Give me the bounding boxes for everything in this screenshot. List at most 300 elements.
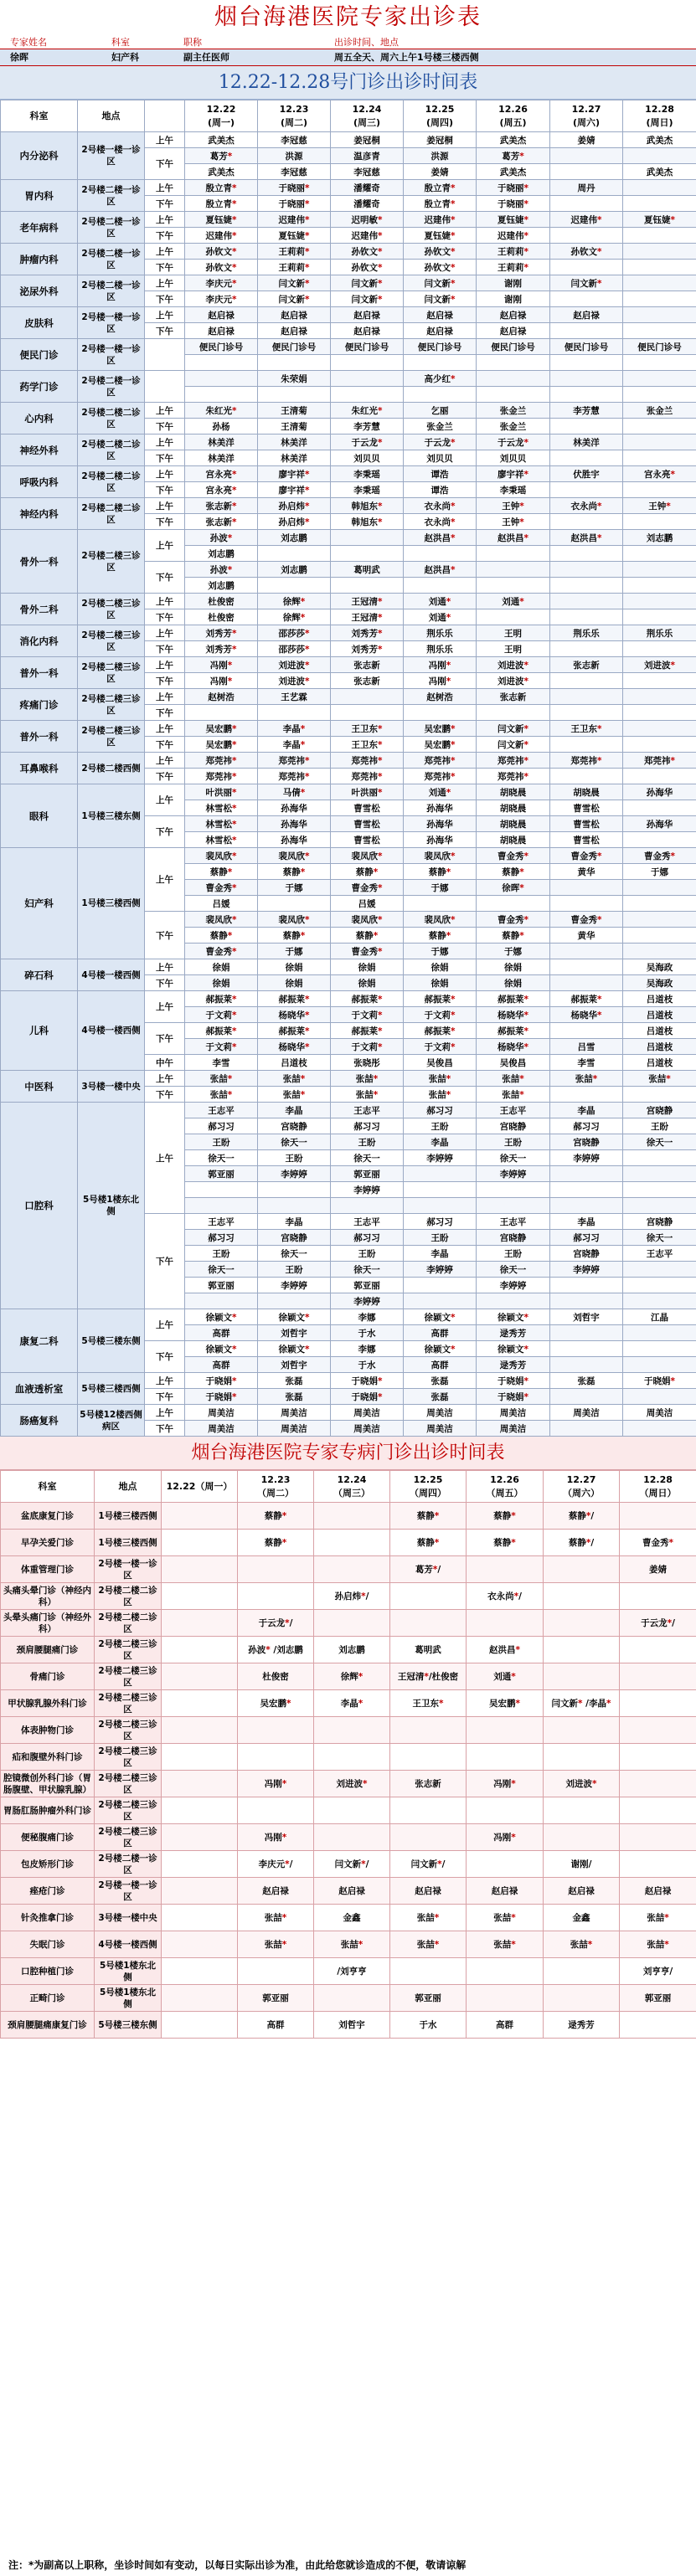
schedule-cell: 武美杰 — [185, 164, 258, 180]
doctor-name: 郝振莱* — [278, 994, 310, 1005]
schedule-cell — [623, 498, 696, 514]
schedule-cell — [258, 705, 331, 721]
schedule-cell — [390, 1931, 467, 1958]
schedule-cell: 宫晓静 — [550, 1134, 623, 1150]
doctor-name: 夏钰婕* — [424, 230, 456, 241]
doctor-name: 裴凤欣* — [278, 851, 310, 861]
schedule-cell: 徐天一 — [623, 1134, 696, 1150]
header-date: 12.28 — [643, 1473, 673, 1485]
schedule-cell — [185, 991, 258, 1007]
schedule-cell — [258, 673, 331, 689]
time-segment: 上午 — [145, 753, 185, 769]
schedule-cell: 于水 — [331, 1357, 404, 1373]
doctor-name: 裴凤欣* — [424, 914, 456, 925]
time-segment: 上午 — [145, 466, 185, 482]
schedule-cell — [331, 753, 404, 769]
location: 4号楼一楼西侧 — [78, 991, 145, 1071]
schedule-cell — [258, 244, 331, 260]
schedule-cell: 李婷婷 — [331, 1293, 404, 1309]
schedule-cell — [258, 546, 331, 562]
doctor-name: 王冠清* — [351, 596, 383, 607]
schedule-cell: 张金兰 — [623, 403, 696, 419]
schedule-cell: 吕媛 — [331, 896, 404, 912]
schedule-cell — [185, 514, 258, 530]
header-weekday: （周六） — [563, 1487, 600, 1499]
schedule-cell: 荆乐乐 — [404, 625, 477, 641]
schedule-cell — [238, 1958, 314, 1985]
schedule-cell: 吕道枝 — [623, 1055, 696, 1071]
time-segment: 上午 — [145, 1309, 185, 1341]
location: 2号楼一楼一诊区 — [95, 1878, 162, 1905]
doctor-name: 闫文新* — [278, 278, 310, 289]
schedule-cell: 徐天一 — [258, 1134, 331, 1150]
schedule-cell — [185, 1309, 258, 1325]
doctor-name: 于晓娟* — [205, 1375, 237, 1386]
time-segment: 下午 — [145, 769, 185, 784]
schedule-cell: 姜婧 — [550, 132, 623, 148]
doctor-name: 王钟* — [648, 501, 671, 512]
schedule-cell — [623, 275, 696, 291]
time-segment: 下午 — [145, 482, 185, 498]
schedule-cell — [185, 371, 258, 387]
schedule-cell: 金鑫 — [544, 1905, 620, 1931]
doctor-name: 徐晖* — [502, 882, 524, 893]
location: 2号楼二楼二诊区 — [78, 434, 145, 466]
schedule-cell: 赵启禄 — [477, 307, 550, 323]
schedule-cell: 张志新 — [390, 1771, 467, 1797]
doctor-name: 冯刚* — [209, 676, 233, 686]
header-date: 12.25 — [413, 1473, 443, 1485]
schedule-cell: 于水 — [331, 1325, 404, 1341]
schedule-cell — [467, 1797, 544, 1824]
schedule-cell — [623, 737, 696, 753]
schedule-cell — [477, 228, 550, 244]
doctor-name: 刘进波* — [278, 660, 310, 671]
schedule-cell — [477, 371, 550, 387]
schedule-row — [1, 1071, 696, 1087]
schedule-cell: 便民门诊号 — [477, 339, 550, 355]
doctor-name: 杨晓华* — [278, 1041, 310, 1052]
location: 2号楼二楼三诊区 — [95, 1824, 162, 1851]
schedule-cell: 周美洁 — [404, 1421, 477, 1437]
doctor-name: 闫文新* — [424, 278, 456, 289]
schedule-cell — [477, 387, 550, 403]
doctor-name: 于晓娟* — [644, 1375, 675, 1386]
doctor-name: 郑莞祎* — [278, 771, 310, 782]
schedule-cell: 朱荣娟 — [258, 371, 331, 387]
schedule-cell — [623, 1182, 696, 1198]
schedule-cell: 李秉瑶 — [477, 482, 550, 498]
schedule-cell — [550, 1166, 623, 1182]
doctor-name: 刘秀芳* — [351, 628, 383, 639]
schedule-cell — [314, 1583, 390, 1610]
schedule-cell — [550, 244, 623, 260]
location: 2号楼二楼二诊区 — [95, 1583, 162, 1610]
schedule-cell — [620, 1530, 696, 1556]
schedule-cell — [477, 1071, 550, 1087]
schedule-cell — [258, 721, 331, 737]
doctor-name: 于晓丽* — [278, 183, 310, 193]
schedule-cell: 谭浩 — [404, 482, 477, 498]
schedule-cell: 潘耀奇 — [331, 196, 404, 212]
dept-name: 老年病科 — [1, 212, 78, 244]
doctor-name: 迟建伟* — [351, 230, 383, 241]
schedule-cell — [258, 641, 331, 657]
schedule-row — [1, 594, 696, 609]
schedule-cell: 宫晓静 — [623, 1214, 696, 1230]
header-day — [258, 100, 331, 132]
schedule-cell — [331, 1087, 404, 1103]
schedule-row — [1, 1373, 696, 1389]
schedule-cell — [623, 450, 696, 466]
section-1-title: 12.22-12.28号门诊出诊时间表 — [0, 66, 696, 100]
schedule-cell: 于娜 — [258, 944, 331, 959]
schedule-cell — [258, 896, 331, 912]
schedule-cell: 孙海华 — [404, 816, 477, 832]
schedule-cell — [185, 944, 258, 959]
header-date: 12.26 — [490, 1473, 519, 1485]
doctor-name: 张志新* — [205, 501, 237, 512]
header-date: 12.22 — [206, 103, 236, 115]
doctor-name: 张喆* — [209, 1089, 233, 1100]
schedule-cell: 张志新 — [550, 657, 623, 673]
doctor-name: 裴凤欣* — [278, 914, 310, 925]
schedule-cell — [258, 498, 331, 514]
schedule-cell — [623, 387, 696, 403]
schedule-cell — [550, 721, 623, 737]
schedule-row — [1, 991, 696, 1007]
doctor-name: 刘通* — [428, 612, 451, 623]
time-segment: 上午 — [145, 434, 185, 450]
schedule-cell: 王志平 — [331, 1214, 404, 1230]
schedule-cell: 刘志鹏 — [185, 546, 258, 562]
doctor-name: 冯刚* — [493, 1779, 516, 1789]
schedule-cell — [331, 1007, 404, 1023]
schedule-cell — [550, 387, 623, 403]
dept-name: 便秘腹痛门诊 — [1, 1824, 95, 1851]
schedule-cell — [162, 1958, 238, 1985]
dept-name: 内分泌科 — [1, 132, 78, 180]
dept-name: 甲状腺乳腺外科门诊 — [1, 1690, 95, 1717]
schedule-cell — [185, 562, 258, 578]
schedule-cell — [185, 737, 258, 753]
schedule-cell: 宫晓静 — [258, 1230, 331, 1246]
doctor-name: 闫文新* — [351, 278, 383, 289]
schedule-cell — [258, 1182, 331, 1198]
schedule-cell — [544, 1744, 620, 1771]
doctor-name: 郝振莱* — [498, 994, 528, 1005]
schedule-cell — [238, 1530, 314, 1556]
schedule-cell: 李冠慈 — [258, 132, 331, 148]
schedule-cell — [162, 1851, 238, 1878]
schedule-cell — [477, 753, 550, 769]
schedule-cell — [258, 1309, 331, 1325]
header-date: 12.23 — [279, 103, 309, 115]
schedule-cell: 曹雪松 — [550, 816, 623, 832]
doctor-name: 孙钦文* — [205, 246, 237, 257]
doctor-name: 孙钦文* — [424, 262, 456, 273]
schedule-cell — [331, 371, 404, 387]
schedule-cell: 刘哲宇 — [258, 1357, 331, 1373]
schedule-cell: 赵启禄 — [185, 323, 258, 339]
doctor-name: 郑莞祎* — [351, 755, 383, 766]
doctor-name: 蔡静* — [355, 866, 379, 877]
schedule-row — [1, 959, 696, 975]
dept-name: 针灸推拿门诊 — [1, 1905, 95, 1931]
doctor-name: 蔡静* — [264, 1511, 287, 1521]
schedule-cell — [185, 721, 258, 737]
schedule-cell: 李婷婷 — [258, 1278, 331, 1293]
schedule-cell — [162, 1797, 238, 1824]
schedule-cell: 徐天一 — [331, 1262, 404, 1278]
schedule-row — [1, 753, 696, 769]
time-segment: 下午 — [145, 609, 185, 625]
expert-header-title: 职称 — [183, 37, 202, 48]
dept-name: 口腔种植门诊 — [1, 1958, 95, 1985]
schedule-cell — [404, 721, 477, 737]
doctor-name: 叶洪丽* — [205, 787, 237, 798]
schedule-cell: 赵树浩 — [185, 689, 258, 705]
special-row — [1, 1744, 696, 1771]
schedule-cell — [623, 832, 696, 848]
special-row — [1, 1931, 696, 1958]
schedule-cell — [258, 291, 331, 307]
location: 1号楼三楼西侧 — [78, 848, 145, 959]
doctor-name: 曹金秀* — [644, 851, 675, 861]
schedule-cell: 曹雪松 — [550, 832, 623, 848]
dept-name: 普外一科 — [1, 657, 78, 689]
schedule-cell: 周美洁 — [258, 1405, 331, 1421]
schedule-cell — [404, 1023, 477, 1039]
schedule-cell — [258, 1023, 331, 1039]
schedule-cell: 刘哲宇 — [314, 2012, 390, 2039]
schedule-cell — [550, 991, 623, 1007]
schedule-cell — [390, 1824, 467, 1851]
schedule-cell — [623, 371, 696, 387]
schedule-cell — [550, 323, 623, 339]
doctor-name: 韩旭东* — [351, 501, 383, 512]
schedule-cell — [390, 1556, 467, 1583]
schedule-cell: 曹雪松 — [550, 800, 623, 816]
location: 2号楼二楼三诊区 — [95, 1797, 162, 1824]
doctor-name: 朱红光* — [351, 405, 383, 416]
location: 2号楼二楼一诊区 — [78, 275, 145, 307]
schedule-cell — [258, 466, 331, 482]
dept-name: 胃肠肛肠肿瘤外科门诊 — [1, 1797, 95, 1824]
doctor-name: 李晶* — [340, 1699, 363, 1709]
schedule-cell — [550, 562, 623, 578]
schedule-cell — [477, 498, 550, 514]
schedule-cell: 张金兰 — [477, 403, 550, 419]
schedule-cell — [404, 514, 477, 530]
schedule-cell: 荆乐乐 — [623, 625, 696, 641]
schedule-cell: 赵启禄 — [550, 307, 623, 323]
doctor-name: 夏钰婕* — [498, 214, 528, 225]
schedule-cell — [185, 705, 258, 721]
expert-title: 副主任医师 — [183, 52, 229, 63]
schedule-cell — [550, 944, 623, 959]
time-segment: 上午 — [145, 307, 185, 323]
schedule-cell: 张磊 — [258, 1389, 331, 1405]
schedule-cell — [477, 991, 550, 1007]
schedule-cell: 王志平 — [477, 1214, 550, 1230]
doctor-name: 葛芳* — [209, 151, 233, 162]
schedule-cell — [550, 1421, 623, 1437]
time-segment: 下午 — [145, 816, 185, 848]
schedule-cell — [331, 275, 404, 291]
schedule-cell — [404, 753, 477, 769]
schedule-cell — [258, 355, 331, 371]
schedule-cell — [185, 228, 258, 244]
schedule-cell: 伏胜宇 — [550, 466, 623, 482]
schedule-cell — [623, 657, 696, 673]
schedule-cell — [620, 1637, 696, 1663]
schedule-header-row — [1, 100, 696, 132]
header-day — [544, 1471, 620, 1503]
schedule-row — [1, 403, 696, 419]
time-segment: 上午 — [145, 498, 185, 514]
schedule-cell — [477, 657, 550, 673]
time-segment: 下午 — [145, 705, 185, 721]
doctor-name: 裴凤欣* — [351, 914, 383, 925]
location: 2号楼二楼三诊区 — [95, 1771, 162, 1797]
schedule-cell — [404, 434, 477, 450]
doctor-name: 蔡静* — [355, 930, 379, 941]
doctor-name: 王卫东* — [351, 739, 383, 750]
schedule-cell — [404, 275, 477, 291]
schedule-cell — [258, 196, 331, 212]
schedule-cell: 于娜 — [404, 944, 477, 959]
schedule-cell — [623, 1278, 696, 1293]
schedule-cell — [331, 514, 404, 530]
doctor-name: 宫永亮* — [644, 469, 675, 480]
schedule-cell — [238, 1905, 314, 1931]
schedule-cell: 郝习习 — [331, 1230, 404, 1246]
schedule-cell — [162, 1610, 238, 1637]
schedule-cell: 徐天一 — [331, 1150, 404, 1166]
schedule-cell — [331, 228, 404, 244]
doctor-name: 蔡静* — [209, 930, 233, 941]
schedule-cell — [314, 1556, 390, 1583]
schedule-cell: 刘贝贝 — [331, 450, 404, 466]
time-segment: 下午 — [145, 737, 185, 753]
doctor-name: 冯刚* — [264, 1833, 287, 1843]
schedule-cell: 宫晓静 — [477, 1230, 550, 1246]
doctor-name: 曹金秀* — [498, 914, 528, 925]
schedule-cell — [404, 1309, 477, 1325]
time-segment: 上午 — [145, 657, 185, 673]
schedule-cell: 吴海政 — [623, 975, 696, 991]
schedule-cell — [544, 1717, 620, 1744]
doctor-name: 于云龙*/ — [641, 1618, 675, 1628]
schedule-cell — [550, 1182, 623, 1198]
schedule-cell — [477, 594, 550, 609]
schedule-cell: 胡晓晨 — [477, 816, 550, 832]
doctor-name: 刘进波* — [336, 1779, 368, 1789]
schedule-cell — [331, 928, 404, 944]
schedule-cell — [314, 1610, 390, 1637]
schedule-cell — [544, 1931, 620, 1958]
schedule-cell — [467, 1583, 544, 1610]
location: 2号楼二楼三诊区 — [95, 1744, 162, 1771]
schedule-cell: 武美杰 — [185, 132, 258, 148]
doctor-name: 郑莞祎* — [498, 755, 528, 766]
schedule-cell: 徐娟 — [331, 975, 404, 991]
schedule-cell — [544, 1797, 620, 1824]
schedule-cell: 徐天一 — [623, 1230, 696, 1246]
schedule-cell — [623, 260, 696, 275]
location: 2号楼二楼三诊区 — [95, 1717, 162, 1744]
dept-name: 骨外二科 — [1, 594, 78, 625]
doctor-name: 吴宏鹏* — [424, 723, 456, 734]
schedule-cell — [620, 1663, 696, 1690]
special-row — [1, 1851, 696, 1878]
schedule-cell: 李婷婷 — [404, 1262, 477, 1278]
schedule-cell — [620, 2012, 696, 2039]
schedule-cell — [331, 609, 404, 625]
schedule-cell — [550, 753, 623, 769]
schedule-cell: 徐娟 — [477, 975, 550, 991]
schedule-row — [1, 1309, 696, 1325]
location: 2号楼二楼三诊区 — [78, 594, 145, 625]
schedule-cell — [544, 1610, 620, 1637]
schedule-row — [1, 689, 696, 705]
schedule-cell — [390, 1610, 467, 1637]
doctor-name: 叶洪丽* — [351, 787, 383, 798]
schedule-cell — [238, 1744, 314, 1771]
schedule-cell: 吴俊昌 — [404, 1055, 477, 1071]
doctor-name: 刘通* — [428, 787, 451, 798]
time-segment: 上午 — [145, 991, 185, 1023]
doctor-name: 于云龙*/ — [258, 1618, 293, 1628]
schedule-row — [1, 498, 696, 514]
schedule-cell: 徐娟 — [331, 959, 404, 975]
schedule-cell — [620, 1931, 696, 1958]
time-segment: 下午 — [145, 260, 185, 275]
schedule-cell — [620, 1717, 696, 1744]
schedule-cell: 李晶 — [258, 1103, 331, 1118]
schedule-cell — [404, 498, 477, 514]
location: 5号楼三楼东侧 — [78, 1309, 145, 1373]
schedule-cell: 王盼 — [331, 1246, 404, 1262]
doctor-name: 赵洪昌* — [570, 532, 602, 543]
schedule-cell — [162, 1878, 238, 1905]
schedule-cell — [258, 991, 331, 1007]
schedule-cell — [550, 164, 623, 180]
schedule-cell — [185, 784, 258, 800]
special-row — [1, 1771, 696, 1797]
schedule-cell — [623, 1262, 696, 1278]
schedule-cell: 杜俊密 — [238, 1663, 314, 1690]
schedule-cell — [185, 275, 258, 291]
doctor-name: 曹金秀* — [351, 946, 383, 957]
expert-name: 徐晖 — [10, 52, 28, 63]
schedule-cell — [331, 991, 404, 1007]
schedule-cell: 温彦青 — [331, 148, 404, 164]
location: 5号楼1楼东北侧 — [95, 1958, 162, 1985]
schedule-cell — [550, 769, 623, 784]
schedule-cell — [185, 482, 258, 498]
location: 2号楼二楼三诊区 — [78, 721, 145, 753]
schedule-cell — [331, 387, 404, 403]
schedule-cell — [331, 737, 404, 753]
schedule-cell — [623, 1341, 696, 1357]
doctor-name: 张喆* — [355, 1089, 379, 1100]
schedule-cell: 周美洁 — [258, 1421, 331, 1437]
schedule-cell — [550, 880, 623, 896]
schedule-cell — [331, 530, 404, 546]
schedule-cell — [331, 260, 404, 275]
